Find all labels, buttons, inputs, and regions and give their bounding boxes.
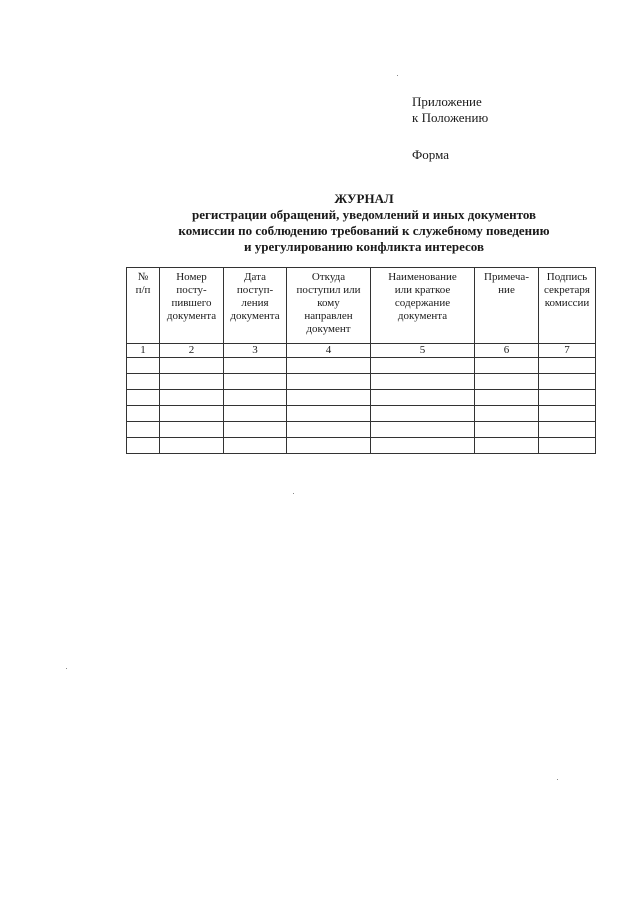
empty-entry-cell (160, 358, 224, 374)
header-text: Откуда (311, 271, 346, 283)
empty-entry-cell (160, 422, 224, 438)
header-text: ления (241, 297, 269, 309)
empty-entry-cell (371, 406, 475, 422)
header-text: или краткое (394, 284, 451, 296)
empty-entry-row (127, 422, 596, 438)
empty-entry-cell (371, 390, 475, 406)
empty-entry-cell (539, 390, 596, 406)
empty-entry-cell (160, 438, 224, 454)
empty-entry-row (127, 358, 596, 374)
header-text: п/п (135, 284, 151, 296)
empty-entry-cell (539, 438, 596, 454)
empty-entry-cell (224, 358, 287, 374)
empty-entry-cell (475, 374, 539, 390)
empty-entry-cell (224, 374, 287, 390)
header-text: документ (306, 323, 351, 335)
empty-entry-cell (224, 438, 287, 454)
column-number: 6 (475, 344, 539, 358)
header-text: поступил или (296, 284, 361, 296)
empty-entry-cell (371, 374, 475, 390)
scan-speck (293, 493, 294, 494)
header-cell-summary (371, 268, 475, 344)
header-text: содержание (394, 297, 451, 309)
empty-entry-cell (475, 406, 539, 422)
header-text: секретаря (543, 284, 590, 296)
scan-speck (66, 668, 67, 669)
empty-entry-cell (371, 438, 475, 454)
empty-entry-row (127, 406, 596, 422)
empty-entry-cell (127, 374, 160, 390)
header-text: документа (166, 310, 217, 322)
empty-entry-cell (287, 358, 371, 374)
empty-entry-cell (224, 422, 287, 438)
empty-entry-cell (475, 438, 539, 454)
appendix-line: Приложение (412, 94, 482, 109)
empty-entry-cell (371, 358, 475, 374)
appendix-block (412, 94, 488, 163)
empty-entry-cell (127, 438, 160, 454)
empty-entry-cell (127, 406, 160, 422)
empty-entry-cell (475, 422, 539, 438)
header-cell-receipt-date (224, 268, 287, 344)
header-text: кому (317, 297, 340, 309)
header-text: комиссии (544, 297, 590, 309)
empty-entry-row (127, 390, 596, 406)
header-text: ние (498, 284, 515, 296)
empty-entry-cell (127, 390, 160, 406)
scan-speck (397, 75, 398, 76)
empty-entry-cell (287, 422, 371, 438)
header-text: документа (397, 310, 448, 322)
header-text: Подпись (546, 271, 588, 283)
empty-entry-cell (539, 374, 596, 390)
header-text: направлен (304, 310, 353, 322)
form-label: Форма (412, 147, 449, 162)
header-text: поступ- (236, 284, 274, 296)
empty-entry-cell (160, 390, 224, 406)
header-text: Номер (176, 271, 207, 283)
empty-entry-cell (287, 438, 371, 454)
empty-entry-cell (539, 406, 596, 422)
empty-entry-cell (224, 390, 287, 406)
journal-title (0, 191, 640, 255)
empty-entry-cell (287, 374, 371, 390)
column-number-row (127, 344, 596, 358)
header-cell-source (287, 268, 371, 344)
header-text: Дата (244, 271, 266, 283)
empty-entry-cell (160, 374, 224, 390)
journal-table (126, 267, 596, 454)
header-cell-note (475, 268, 539, 344)
empty-entry-cell (127, 358, 160, 374)
empty-entry-cell (475, 358, 539, 374)
header-text: посту- (176, 284, 207, 296)
column-number: 1 (127, 344, 160, 358)
header-cell-index (127, 268, 160, 344)
column-number: 3 (224, 344, 287, 358)
empty-entry-row (127, 438, 596, 454)
empty-entry-cell (371, 422, 475, 438)
empty-entry-cell (287, 390, 371, 406)
header-text: Наименование (388, 271, 457, 283)
empty-entry-cell (475, 390, 539, 406)
header-cell-signature (539, 268, 596, 344)
empty-entry-row (127, 374, 596, 390)
empty-entry-cell (160, 406, 224, 422)
header-text: Примеча- (484, 271, 529, 283)
title-line: ЖУРНАЛ (334, 191, 394, 206)
column-number: 7 (539, 344, 596, 358)
title-line: комиссии по соблюдению требований к служебному поведению (178, 223, 550, 238)
empty-entry-cell (224, 406, 287, 422)
header-text: пившего (171, 297, 212, 309)
header-text: № (137, 271, 149, 283)
column-number: 4 (287, 344, 371, 358)
header-text: документа (230, 310, 280, 322)
header-cell-doc-number (160, 268, 224, 344)
title-line: регистрации обращений, уведомлений и иных документов (191, 207, 537, 222)
empty-entry-cell (539, 422, 596, 438)
column-number: 2 (160, 344, 224, 358)
scan-speck (557, 779, 558, 780)
empty-entry-cell (539, 358, 596, 374)
empty-entry-cell (287, 406, 371, 422)
appendix-line: к Положению (412, 110, 489, 125)
header-row (127, 268, 596, 344)
column-number: 5 (371, 344, 475, 358)
title-line: и урегулированию конфликта интересов (243, 239, 484, 254)
empty-entry-cell (127, 422, 160, 438)
